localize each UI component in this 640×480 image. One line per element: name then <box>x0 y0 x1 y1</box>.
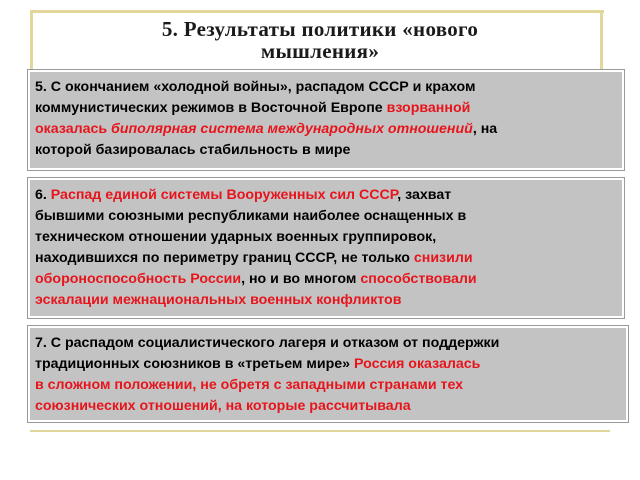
point-7-highlight: союзнических отношений, на которые рассчитывала <box>35 398 411 414</box>
point-7-highlight: Россия оказалась <box>353 356 481 372</box>
decorative-frame-right <box>600 10 603 70</box>
decorative-frame-top <box>30 10 604 13</box>
point-7-text: 7. С распадом социалистического лагеря и отказом от поддержки <box>35 335 500 351</box>
point-6-line-1 <box>35 185 616 206</box>
point-6-text: бывшими союзными республиками наиболее оснащенных в <box>35 208 467 224</box>
point-6-text: находившихся по периметру границ СССР, не только <box>35 250 414 266</box>
point-6-box <box>28 178 624 318</box>
point-7-line-1 <box>35 333 620 354</box>
point-6-line-2 <box>35 206 616 227</box>
point-6-highlight: способствовали <box>360 271 477 287</box>
point-6-line-3 <box>35 227 616 248</box>
slide-title <box>70 18 570 62</box>
point-6-text: , но и во многом <box>241 271 361 287</box>
point-6-line-5 <box>35 269 616 290</box>
point-5-line-3 <box>35 119 616 140</box>
point-5-line-4 <box>35 140 616 161</box>
point-6-highlight: эскалации межнациональных военных конфликтов <box>35 292 402 308</box>
point-6-highlight: снизили <box>413 250 473 266</box>
point-7-text: традиционных союзников в «третьем мире» <box>35 356 354 372</box>
point-5-highlight-italic: биполярная система международных отношений <box>111 121 473 137</box>
point-7-highlight: в сложном положении, не обретя с западными странами тех <box>35 377 464 393</box>
decorative-frame-bottom <box>30 430 610 432</box>
point-5-text: коммунистических режимов в Восточной Европе <box>35 100 387 116</box>
point-6-highlight: Распад единой системы Вооруженных сил СССР <box>50 187 398 203</box>
point-6-text: 6. <box>35 187 51 203</box>
point-7-line-4 <box>35 396 620 417</box>
point-7-line-2 <box>35 354 620 375</box>
point-5-line-2 <box>35 98 616 119</box>
point-6-line-6 <box>35 290 616 311</box>
point-7-line-3 <box>35 375 620 396</box>
point-7-box <box>28 326 628 422</box>
point-5-text: которой базировалась стабильность в мире <box>35 142 351 158</box>
point-5-line-1 <box>35 77 616 98</box>
point-6-text: техническом отношении ударных военных группировок, <box>35 229 437 245</box>
slide-title-line-1: 5. Результаты политики «нового <box>161 17 479 41</box>
point-5-text: 5. С окончанием «холодной войны», распадом СССР и крахом <box>35 79 476 95</box>
point-6-text: , захват <box>397 187 452 203</box>
point-5-box <box>28 70 624 170</box>
point-5-highlight: взорванной <box>386 100 471 116</box>
point-5-text: , на <box>472 121 498 137</box>
point-6-line-4 <box>35 248 616 269</box>
point-5-highlight: оказалась <box>35 121 112 137</box>
slide-title-line-2: мышления» <box>260 39 380 63</box>
decorative-frame-left <box>30 10 33 70</box>
point-6-highlight: обороноспособность России <box>35 271 242 287</box>
